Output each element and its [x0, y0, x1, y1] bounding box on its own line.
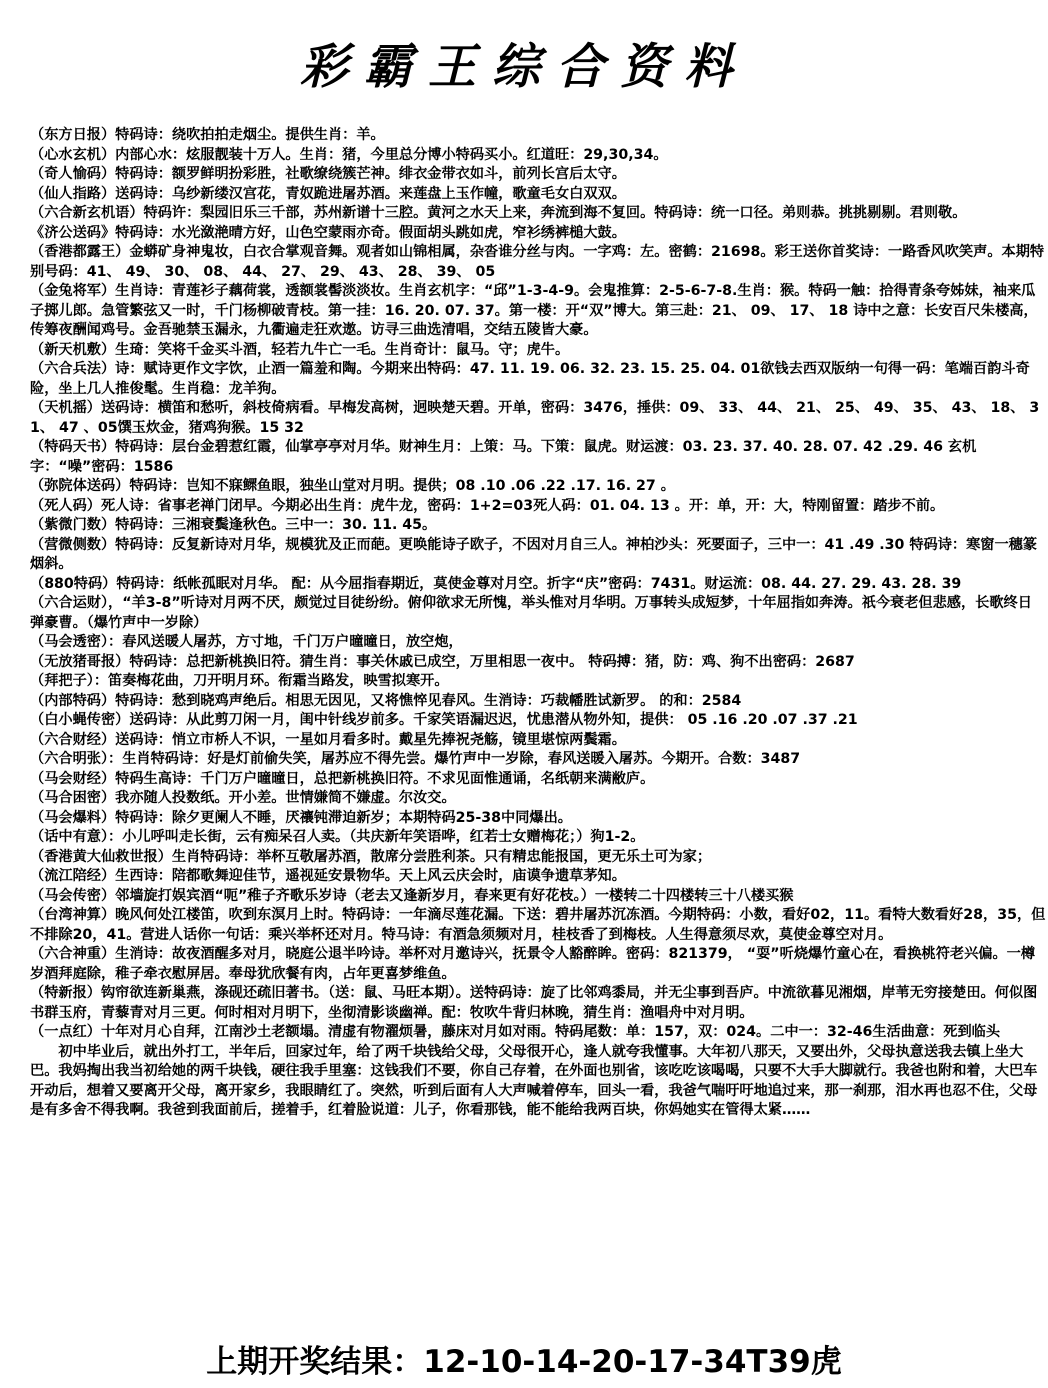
text-line: （马会财经）特码生高诗：千门万户曈曈日，总把新桃换旧符。不求见面惟通诵，名纸朝来满敝庐。: [30, 770, 655, 787]
text-line: （拜把子）：笛奏梅花曲，刀开明月环。衔霜当路发，映雪拟寒开。: [30, 673, 449, 689]
story-paragraph: 初中毕业后，就出外打工，半年后，回家过年，给了两千块钱给父母，父母很开心，逢人就夸我懂事。大年初八那天，又要出外，父母执意送我去镇上坐大巴。我妈掏出我当初给她的两千块钱，硬往我手里塞：这钱我们不要，你自己存着，在外面也别省，该吃吃该喝喝，只要不大手大脚就行。我爸也附和着，大巴车开动后，想着又要离开父母，离开家乡，我眼睛红了。突然，听到后面有人大声喊着停车，回头一看，我爸气喘吁吁地追过来，那一刹那，泪水再也忍不住，父母是有多舍不得我啊。我爸到我面前后，搓着手，红着脸说道：儿子，你看那钱，能不能给我两百块，你妈她实在管得太紧……: [30, 1043, 1038, 1118]
text-line: （心水玄机）内部心水：炫服靓装十万人。生肖：猪，今里总分博小特码买小。红道旺：29,30,34。: [30, 146, 668, 163]
text-line: 《济公送码》特码诗：水光潋滟晴方好，山色空蒙雨亦奇。假面胡头跳如虎，窄衫绣裤槌大鼓。: [30, 224, 626, 241]
text-line: （马会透密）：春风送暖人屠苏，方寸地，千门万户曈曈日，放空炮，: [30, 634, 463, 650]
text-line: （一点红）十年对月心自拜，江南沙土老额塌。清虚有物濯烦暑，藤床对月如对雨。特码尾数：单：157，双：024。二中一：32-46生活曲意：死到临头: [30, 1024, 1001, 1040]
text-line: （六合财经）送码诗：悄立市桥人不识，一星如月看多时。戴星先捧祝尧觞，镜里堪惊两鬓霜。: [30, 731, 626, 748]
text-line: （营微侧数）特码诗：反复新诗对月华，规模犹及正而葩。更唤能诗子欧子，不因对月自三人。神柏沙头：死要面子，三中一：41 .49 .30 特码诗：寒窗一穗篆烟斜。: [30, 536, 1038, 572]
text-line: （马会传密）邻墙旋打娱宾酒“呃”稚子齐歌乐岁诗（老去又逢新岁月，春来更有好花枝。）一楼转二十四楼转三十八楼买猴: [30, 887, 794, 904]
text-line: （奇人愉码）特码诗：额罗鲜明扮彩胜，社歌缭绕簇芒神。绯衣金带衣如斗，前列长宫后太守。: [30, 166, 626, 182]
text-line: （六合新玄机语）特码许：梨园旧乐三千部，苏州新谱十三腔。黄河之水天上来，奔流到海不复回。特码诗：统一口径。弟则恭。挑挑剔剔。君则敬。: [30, 205, 967, 221]
text-line: （六合兵法）诗：赋诗更作文字饮，止酒一篇羞和陶。今期来出特码：47. 11. 19. 06. 32. 23. 15. 25. 04. 01欲钱去西双版纳一句得一码：笔端百韵斗奇险，坐上几人推俊髦。生肖稳：龙羊狗。: [30, 361, 1030, 397]
text-line: （金兔将军）生肖诗：青莲衫子藕荷裳，透额裳髻淡淡妆。生肖玄机字：“邱”1-3-4-9。会鬼推算：2-5-6-7-8.生肖：猴。特码一触：拾得青条夸姊妹，袖来瓜子掷儿郎。急管繁弦又一时，千门杨柳破青枝。第一挂：16. 20. 07. 37。第一楼：开“双”博大。第三赴：21、 09、 17、 18 诗中之意：长安百尺朱楼高，传筹夜酬闻鸡号。金吾驰禁玉漏永，九衢遍走狂欢遨。访寻三曲选清唱，交结五陵皆大豪。: [30, 283, 1038, 338]
text-line: （六合运财），“羊3-8”听诗对月两不厌，颇觉过目徒纷纷。俯仰欲求无所愧，举头惟对月华明。万事转头成短梦，十年屈指如奔涛。祇今衰老但悲感，长歌终日弹豪曹。（爆竹声中一岁除）: [30, 595, 1032, 631]
page-title: 彩霸王综合资料: [299, 39, 748, 95]
text-line: （特新报）钩帘欲连新巢燕，涤砚还疏旧著书。（送：鼠、马旺本期）。送特码诗：旋了比邻鸡黍局，并无尘事到吾庐。中流欲暮见湘烟，岸苇无穷接楚田。何似图书群玉府，青藜青对月三更。何时相对月明下，坐彻清影谈幽禅。配：牧吹牛背归林晚，猜生肖：渔唱舟中对月明。: [30, 985, 1038, 1021]
text-line: （弥院体送码）特码诗：岂知不寐鳏鱼眼，独坐山堂对月明。提供；08 .10 .06 .22 .17. 16. 27 。: [30, 478, 675, 494]
text-line: （无放猪哥报）特码诗：总把新桃换旧符。猜生肖：事关休戚已成空，万里相思一夜中。 特码搏：猪，防：鸡、狗不出密码：2687: [30, 653, 855, 670]
text-line: （天机摇）送码诗：横笛和愁听，斜枝倚病看。早梅发高树，迥映楚天碧。开单，密码：3476，捶供：09、 33、 44、 21、 25、 49、 35、 43、 18、 31、 47 、05馔玉炊金，猪鸡狗猴。15 32: [30, 400, 1040, 436]
text-line: （六合明张）：生肖特码诗：好是灯前偷失笑，屠苏应不得先尝。爆竹声中一岁除，春风送暖入屠苏。今期开。合数：3487: [30, 751, 801, 767]
text-line: （新天机敷）生琦：笑将千金买斗酒，轻若九牛亡一毛。生肖奇计：鼠马。守；虎牛。: [30, 341, 570, 358]
text-line: （话中有意）：小儿呼叫走长街，云有痴呆召人卖。（共庆新年笑语哗，红若士女赠梅花；）狗1-2。: [30, 829, 645, 845]
text-line: （特码天书）特码诗：层台金碧惹红霞，仙掌亭亭对月华。财神生月：上策：马。下策：鼠虎。财运渡：03. 23. 37. 40. 28. 07. 42 .29. 46 玄机字：“噪”密码：1586: [30, 439, 977, 475]
text-line: （白小蝇传密）送码诗：从此剪刀闲一月，闺中针线岁前多。千家笑语漏迟迟，忧患潜从物外知，提供： 05 .16 .20 .07 .37 .21: [30, 712, 858, 728]
text-line: （内部特码）特码诗：愁到晓鸡声绝后。相思无因见，又将憔悴见春风。生消诗：巧裁幡胜试新罗。 的和：2584: [30, 692, 742, 709]
last-draw-result: 上期开奖结果：12-10-14-20-17-34T39虎: [206, 1344, 842, 1380]
text-line: （东方日报）特码诗：绕吹拍拍走烟尘。提供生肖：羊。: [30, 127, 385, 143]
text-line: （马会爆料）特码诗：除夕更阑人不睡，厌禳钝滞迫新岁；本期特码25-38中同爆出。: [30, 809, 572, 826]
content-body: [30, 126, 1046, 1121]
text-line: （台湾神算）晚风何处江楼笛，吹到东溟月上时。特码诗：一年滴尽莲花漏。下送：碧井屠苏沉冻酒。今期特码：小数，看好02，11。看特大数看好28，35，但不排除20，41。营进人话你一句话：乘兴举杯还对月。特马诗：有酒急须频对月，桂枝香了到梅枝。人生得意须尽欢，莫使金尊空对月。: [30, 907, 1046, 943]
text-line: （香港黄大仙救世报）生肖特码诗：举杯互敬屠苏酒，散席分尝胜利茶。只有精忠能报国，更无乐土可为家；: [30, 848, 712, 865]
text-line: （马合困密）我亦随人投数纸。开小差。世情嫌简不嫌虚。尔汝交。: [30, 790, 456, 806]
text-line: （880特码）特码诗：纸帐孤眠对月华。 配：从今屈指春期近，莫使金尊对月空。折字“庆”密码：7431。财运流：08. 44. 27. 29. 43. 28. 39: [30, 575, 962, 592]
text-line: （仙人指路）送码诗：乌纱新缕汉宫花，青奴跪进屠苏酒。来莲盘上玉作幢，歌童毛女白双双。: [30, 185, 626, 202]
text-line: （六合神重）生消诗：故夜酒醒多对月，晓庭公退半吟诗。举杯对月邀诗兴，抚景令人豁醉眸。密码：821379， “耍”听烧爆竹童心在，看换桃符老兴偏。一樽岁酒拜庭除，稚子牵衣慰屏居。奉母犹欣餐有肉，占年更喜梦维鱼。: [30, 946, 1036, 982]
text-line: （紫微门数）特码诗：三湘衰鬓逢秋色。三中一：30. 11. 45。: [30, 517, 437, 533]
text-line: （香港都露王）金蟒矿身神鬼妆，白衣合掌观音舞。观者如山锦相属，杂沓谁分丝与肉。一字鸡：左。密鹤：21698。彩王送你首奖诗：一路香风吹笑声。本期特别号码：41、 49、 30、 08、 44、 27、 29、 43、 28、 39、 05: [30, 244, 1045, 280]
text-line: （流江陪经）生西诗：陪都歌舞迎佳节，遥视延安景物华。天上风云庆会时，庙谟争遗草茅知。: [30, 868, 626, 884]
text-line: （死人码）死人诗：省事老禅门闭早。今期必出生肖：虎牛龙，密码：1+2=03死人码：01. 04. 13 。开：单，开：大，特刚留置：踏步不前。: [30, 497, 945, 514]
